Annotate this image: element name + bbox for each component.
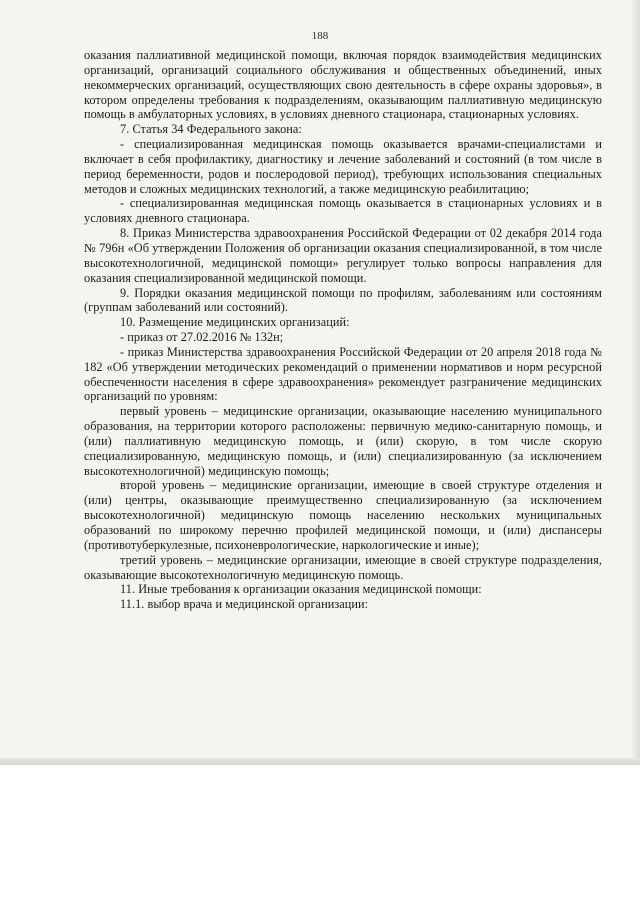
scan-edge-right	[632, 0, 640, 765]
paragraph-item-8: 8. Приказ Министерства здравоохранения Российской Федерации от 02 декабря 2014 года № 796н «Об утверждении Положения об организации оказания специализированной, в том числе высокотехнологичной, медицинской помощи» регулирует только вопросы направления для оказания специализированной медицинской помощи.	[84, 226, 602, 285]
paragraph-level-3: третий уровень – медицинские организации, имеющие в своей структуре подразделения, оказывающие высокотехнологичную медицинскую помощь.	[84, 552, 602, 582]
paragraph-item-7-bullet-2: - специализированная медицинская помощь оказывается в стационарных условиях и в условиях дневного стационара.	[84, 196, 602, 226]
paragraph-item-10: 10. Размещение медицинских организаций:	[120, 315, 350, 330]
paragraph-item-7: 7. Статья 34 Федерального закона:	[120, 122, 302, 137]
paragraph-continuation: оказания паллиативной медицинской помощи, включая порядок взаимодействия медицинских организаций, организаций социального обслуживания и общественных объединений, иных некоммерческих организаций, осуществляющих свою деятельность в сфере охраны здоровья», в котором определены требования к подразделениям, оказывающим паллиативную медицинскую помощь в амбулаторных условиях, в условиях дневного стационара, стационарных условиях.	[84, 48, 602, 122]
page-number: 188	[311, 30, 329, 42]
paragraph-item-11: 11. Иные требования к организации оказания медицинской помощи:	[120, 582, 482, 597]
paragraph-item-10-bullet-1: - приказ от 27.02.2016 № 132н;	[120, 330, 284, 345]
paragraph-item-11-1: 11.1. выбор врача и медицинской организации:	[120, 597, 369, 612]
document-body	[84, 48, 602, 612]
paragraph-level-2: второй уровень – медицинские организации, имеющие в своей структуре отделения и (или) центры, оказывающие преимущественно специализированную (за исключением высокотехнологичной) медицинскую помощь населению нескольких муниципальных образований по широкому перечню профилей медицинской помощи, и (или) диспансеры (противотуберкулезные, психоневрологические, наркологические и иные);	[84, 478, 602, 552]
paragraph-level-1: первый уровень – медицинские организации, оказывающие населению муниципального образования, на территории которого расположены: первичную медико-санитарную помощь, и (или) паллиативную медицинскую помощь, и (или) скорую, в том числе скорую специализированную, медицинскую помощь, и (или) специализированную (за исключением высокотехнологичной) медицинскую помощь;	[84, 404, 602, 478]
paragraph-item-7-bullet-1: - специализированная медицинская помощь оказывается врачами-специалистами и включает в себя профилактику, диагностику и лечение заболеваний и состояний (в том числе в период беременности, родов и послеродовой период), требующих использования специальных методов и сложных медицинских технологий, а также медицинскую реабилитацию;	[84, 137, 602, 196]
paragraph-item-9: 9. Порядки оказания медицинской помощи по профилям, заболеваниям или состояниям (группам заболеваний или состояний).	[84, 285, 602, 315]
blank-area	[0, 766, 640, 905]
paragraph-item-10-bullet-2: - приказ Министерства здравоохранения Российской Федерации от 20 апреля 2018 года № 182 «Об утверждении методических рекомендаций о применении нормативов и норм ресурсной обеспеченности населения в сфере здравоохранения» рекомендует разграничение медицинских организаций по уровням:	[84, 344, 602, 404]
scan-edge-bottom	[0, 758, 640, 765]
